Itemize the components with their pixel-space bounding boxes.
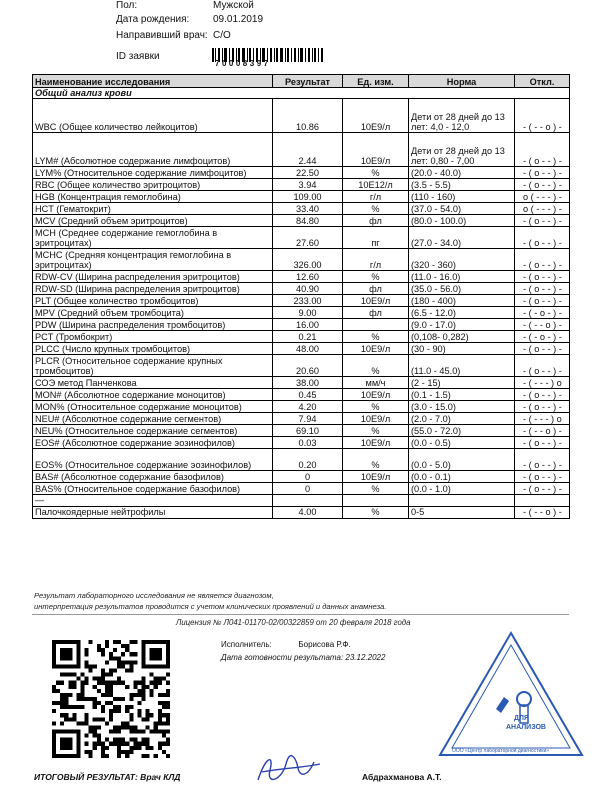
cell-result: 20.60	[273, 355, 343, 377]
cell-name: RDW-CV (Ширина распределения эритроцитов)	[33, 271, 273, 283]
table-row	[33, 377, 570, 389]
disclaimer-line-1: Результат лабораторного исследования не является диагнозом,	[34, 591, 274, 600]
cell-norm: 0-5	[409, 506, 515, 518]
cell-norm: (0.0 - 0.5)	[409, 437, 515, 449]
cell-norm: Дети от 28 дней до 13 лет: 0,80 - 7,00	[409, 133, 515, 167]
col-dev-header: Откл.	[515, 75, 570, 88]
cell-deviation: - ( - o - ) -	[515, 331, 570, 343]
cell-name: HGB (Концентрация гемоглобина)	[33, 191, 273, 203]
cell-result: 4.00	[273, 506, 343, 518]
cell-deviation: - ( o - - ) -	[515, 283, 570, 295]
cell-name: NEU% (Относительное содержание сегментов)	[33, 425, 273, 437]
cell-result: 4.20	[273, 401, 343, 413]
table-row	[33, 401, 570, 413]
cell-deviation: - ( o - - ) -	[515, 179, 570, 191]
table-row	[33, 355, 570, 377]
cell-norm: (2.0 - 7.0)	[409, 413, 515, 425]
cell-unit: 10E9/л	[343, 99, 409, 133]
table-row	[33, 449, 570, 471]
cell-result: 48.00	[273, 343, 343, 355]
cell-result: 326.00	[273, 249, 343, 271]
cell-unit: 10E9/л	[343, 413, 409, 425]
patient-header	[0, 0, 600, 72]
executor-line: Исполнитель: Борисова Р.Ф.	[221, 640, 351, 649]
cell-norm: (11.0 - 45.0)	[409, 355, 515, 377]
table-row	[33, 271, 570, 283]
cell-unit: 10E9/л	[343, 133, 409, 167]
cell-unit: %	[343, 167, 409, 179]
cell-norm: (80.0 - 100.0)	[409, 215, 515, 227]
cell-deviation: o ( - - - ) -	[515, 203, 570, 215]
table-row	[33, 307, 570, 319]
section-title: Общий анализ крови	[33, 88, 570, 99]
cell-norm	[409, 495, 515, 506]
signature-image	[252, 750, 324, 786]
cell-name: PLCR (Относительное содержание крупных тромбоцитов)	[33, 355, 273, 377]
cell-norm: (0.0 - 5.0)	[409, 449, 515, 471]
section-row	[33, 88, 570, 99]
table-header-row	[33, 75, 570, 88]
sex-label: Пол:	[116, 0, 138, 11]
cell-result: 12.60	[273, 271, 343, 283]
cell-name: RBC (Общее количество эритроцитов)	[33, 179, 273, 191]
table-row	[33, 495, 570, 506]
cell-result: 0.03	[273, 437, 343, 449]
cell-unit: 10E9/л	[343, 471, 409, 483]
cell-unit	[343, 495, 409, 506]
table-row	[33, 389, 570, 401]
cell-deviation: - ( - o - ) -	[515, 307, 570, 319]
cell-result: 233.00	[273, 295, 343, 307]
cell-deviation: - ( - - o ) -	[515, 506, 570, 518]
table-row	[33, 99, 570, 133]
cell-norm: (9.0 - 17.0)	[409, 319, 515, 331]
cell-deviation: - ( o - - ) -	[515, 483, 570, 495]
cell-name: EOS% (Относительное содержание эозинофилов)	[33, 449, 273, 471]
cell-result: 0	[273, 471, 343, 483]
cell-result: 7.94	[273, 413, 343, 425]
cell-name: EOS# (Абсолютное содержание эозинофилов)	[33, 437, 273, 449]
cell-result: 69.10	[273, 425, 343, 437]
cell-result: 0.20	[273, 449, 343, 471]
sex-value: Мужской	[213, 0, 254, 11]
cell-unit: %	[343, 355, 409, 377]
cell-name: Палочкоядерные нейтрофилы	[33, 506, 273, 518]
cell-name: MON# (Абсолютное содержание моноцитов)	[33, 389, 273, 401]
table-row	[33, 413, 570, 425]
table-row	[33, 133, 570, 167]
cell-deviation: - ( o - - ) -	[515, 227, 570, 249]
cell-deviation: - ( o - - ) -	[515, 215, 570, 227]
col-name-header: Наименование исследования	[33, 75, 273, 88]
stamp-bottom: ООО «Центр лабораторной диагностики»	[452, 748, 550, 754]
cell-result: 0	[273, 483, 343, 495]
cell-deviation: - ( - - - ) o	[515, 413, 570, 425]
dob-label: Дата рождения:	[116, 14, 190, 25]
cell-result: 10.86	[273, 99, 343, 133]
cell-name: MPV (Средний объем тромбоцита)	[33, 307, 273, 319]
cell-deviation: - ( - - o ) -	[515, 319, 570, 331]
cell-deviation: - ( o - - ) -	[515, 133, 570, 167]
cell-unit: мм/ч	[343, 377, 409, 389]
cell-norm: (3.5 - 5.5)	[409, 179, 515, 191]
cell-name: WBC (Общее количество лейкоцитов)	[33, 99, 273, 133]
table-row	[33, 506, 570, 518]
cell-deviation: - ( - - o ) -	[515, 425, 570, 437]
stamp-line-1: ДЛЯ	[514, 715, 529, 722]
cell-result: 0.45	[273, 389, 343, 401]
cell-norm: (0.0 - 0.1)	[409, 471, 515, 483]
cell-unit: фл	[343, 283, 409, 295]
cell-name: СОЭ метод Панченкова	[33, 377, 273, 389]
cell-unit: %	[343, 203, 409, 215]
cell-result: 40.90	[273, 283, 343, 295]
cell-norm: (6.5 - 12.0)	[409, 307, 515, 319]
cell-norm: (320 - 360)	[409, 249, 515, 271]
qr-code-image	[52, 640, 170, 758]
cell-deviation: - ( o - - ) -	[515, 355, 570, 377]
cell-unit: %	[343, 271, 409, 283]
cell-name: BAS# (Абсолютное содержание базофилов)	[33, 471, 273, 483]
cell-norm: (0,108- 0,282)	[409, 331, 515, 343]
cell-deviation: - ( - - - ) o	[515, 377, 570, 389]
table-row	[33, 215, 570, 227]
cell-result: 9.00	[273, 307, 343, 319]
table-row	[33, 319, 570, 331]
barcode-number: 70008397	[215, 59, 271, 68]
cell-deviation: - ( o - - ) -	[515, 471, 570, 483]
cell-deviation: - ( o - - ) -	[515, 449, 570, 471]
cell-name: MON% (Относительное содержание моноцитов)	[33, 401, 273, 413]
cell-name: NEU# (Абсолютное содержание сегментов)	[33, 413, 273, 425]
cell-deviation: - ( o - - ) -	[515, 295, 570, 307]
cell-name: BAS% (Относительное содержание базофилов)	[33, 483, 273, 495]
cell-unit: г/л	[343, 191, 409, 203]
col-unit-header: Ед. изм.	[343, 75, 409, 88]
cell-norm: (27.0 - 34.0)	[409, 227, 515, 249]
cell-name: LYM% (Относительное содержание лимфоцитов)	[33, 167, 273, 179]
cell-result: 84.80	[273, 215, 343, 227]
divider	[32, 614, 569, 615]
cell-norm: (55.0 - 72.0)	[409, 425, 515, 437]
final-result-label: ИТОГОВЫЙ РЕЗУЛЬТАТ: Врач КЛД	[34, 772, 181, 782]
cell-unit: 10E9/л	[343, 295, 409, 307]
cell-unit: г/л	[343, 249, 409, 271]
cell-unit: пг	[343, 227, 409, 249]
table-row	[33, 227, 570, 249]
cell-name: MCH (Среднее содержание гемоглобина в эритроцитах)	[33, 227, 273, 249]
doctor-value: С/О	[213, 30, 231, 41]
table-row	[33, 167, 570, 179]
cell-unit: %	[343, 425, 409, 437]
cell-result: 109.00	[273, 191, 343, 203]
id-label: ID заявки	[116, 51, 160, 62]
cell-name: PLCC (Число крупных тромбоцитов)	[33, 343, 273, 355]
table-row	[33, 191, 570, 203]
cell-name: RDW-SD (Ширина распределения эритроцитов)	[33, 283, 273, 295]
cell-unit: %	[343, 401, 409, 413]
results-table	[32, 74, 570, 519]
cell-name: HCT (Гематокрит)	[33, 203, 273, 215]
cell-unit: 10E9/л	[343, 389, 409, 401]
cell-deviation: - ( - - o ) -	[515, 99, 570, 133]
license-text: Лицензия № Л041-01170-02/00322859 от 20 февраля 2018 года	[176, 618, 411, 627]
cell-deviation: - ( o - - ) -	[515, 343, 570, 355]
table-row	[33, 471, 570, 483]
cell-name: PCT (Тромбокрит)	[33, 331, 273, 343]
table-row	[33, 179, 570, 191]
cell-result: 3.94	[273, 179, 343, 191]
cell-result: 22.50	[273, 167, 343, 179]
table-row	[33, 343, 570, 355]
doctor-name: Абдрахманова А.Т.	[362, 772, 442, 782]
stamp-line-2: АНАЛИЗОВ	[506, 724, 546, 731]
cell-unit: фл	[343, 215, 409, 227]
cell-deviation: - ( o - - ) -	[515, 389, 570, 401]
cell-norm: (2 - 15)	[409, 377, 515, 389]
col-norm-header: Норма	[409, 75, 515, 88]
cell-deviation: - ( o - - ) -	[515, 167, 570, 179]
cell-norm: (11.0 - 16.0)	[409, 271, 515, 283]
cell-deviation	[515, 495, 570, 506]
table-row	[33, 483, 570, 495]
cell-norm: (180 - 400)	[409, 295, 515, 307]
cell-result: 16.00	[273, 319, 343, 331]
cell-result: 0.21	[273, 331, 343, 343]
cell-norm: (30 - 90)	[409, 343, 515, 355]
table-row	[33, 425, 570, 437]
cell-name: —	[33, 495, 273, 506]
cell-unit: 10E12/л	[343, 179, 409, 191]
cell-norm: (0.0 - 1.0)	[409, 483, 515, 495]
cell-result	[273, 495, 343, 506]
cell-norm: Дети от 28 дней до 13 лет: 4,0 - 12,0	[409, 99, 515, 133]
table-row	[33, 295, 570, 307]
cell-deviation: - ( o - - ) -	[515, 401, 570, 413]
cell-unit: фл	[343, 307, 409, 319]
cell-norm: (37.0 - 54.0)	[409, 203, 515, 215]
cell-deviation: - ( o - - ) -	[515, 249, 570, 271]
cell-deviation: o ( - - - ) -	[515, 191, 570, 203]
cell-unit: %	[343, 506, 409, 518]
cell-name: MCV (Средний объем эритроцитов)	[33, 215, 273, 227]
cell-norm: (35.0 - 56.0)	[409, 283, 515, 295]
cell-unit: 10E9/л	[343, 437, 409, 449]
cell-deviation: - ( o - - ) -	[515, 437, 570, 449]
disclaimer	[34, 590, 386, 612]
cell-result: 2.44	[273, 133, 343, 167]
cell-norm: (20.0 - 40.0)	[409, 167, 515, 179]
table-row	[33, 437, 570, 449]
dob-value: 09.01.2019	[213, 14, 264, 25]
cell-norm: (110 - 160)	[409, 191, 515, 203]
cell-deviation: - ( o - - ) -	[515, 271, 570, 283]
cell-name: PDW (Ширина распределения тромбоцитов)	[33, 319, 273, 331]
cell-unit: 10E9/л	[343, 343, 409, 355]
lab-stamp	[436, 629, 586, 761]
cell-unit: %	[343, 331, 409, 343]
col-result-header: Результат	[273, 75, 343, 88]
disclaimer-line-2: интерпретация результатов проводится с учетом клинических проявлений и данных анамнеза.	[34, 602, 387, 611]
cell-unit	[343, 319, 409, 331]
table-row	[33, 331, 570, 343]
cell-name: PLT (Общее количество тромбоцитов)	[33, 295, 273, 307]
doctor-label: Направивший врач:	[116, 30, 208, 41]
cell-unit: %	[343, 449, 409, 471]
cell-name: MCHC (Средняя концентрация гемоглобина в эритроцитах)	[33, 249, 273, 271]
cell-result: 33.40	[273, 203, 343, 215]
cell-result: 27.60	[273, 227, 343, 249]
cell-unit: %	[343, 483, 409, 495]
table-row	[33, 249, 570, 271]
cell-name: LYM# (Абсолютное содержание лимфоцитов)	[33, 133, 273, 167]
cell-result: 38.00	[273, 377, 343, 389]
cell-norm: (0.1 - 1.5)	[409, 389, 515, 401]
cell-norm: (3.0 - 15.0)	[409, 401, 515, 413]
table-row	[33, 283, 570, 295]
table-row	[33, 203, 570, 215]
ready-date: Дата готовности результата: 23.12.2022	[221, 653, 386, 662]
